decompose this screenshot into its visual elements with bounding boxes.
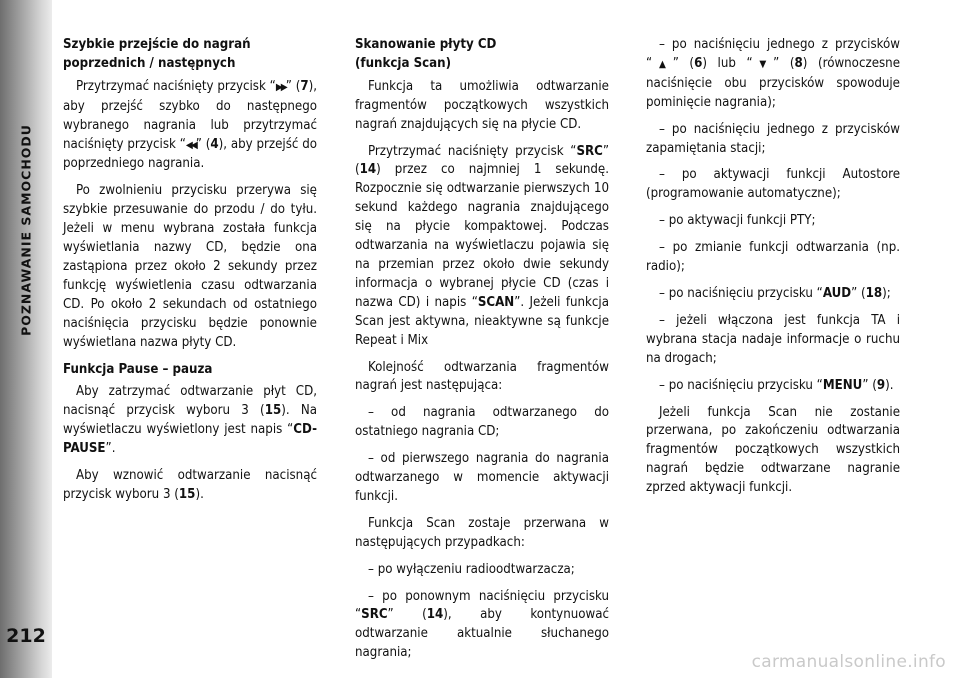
paragraph: Aby zatrzymać odtwarzanie płyt CD, nacisnąć przycisk wyboru 3 (15). Na wyświetlaczu wyświetlony jest napis “CD-PAUSE”. — [63, 384, 317, 457]
paragraph: Przytrzymać naciśnięty przycisk “SRC” (14) przez co najmniej 1 sekundę. Rozpocznie się odtwarzanie pierwszych 10 sekund każdego nagrania znajdującego się na płycie kompaktowej. Podczas odtwarzania na wyświetlaczu pojawia się na przemian przez około dwie sekundy informacja o wybranej płycie CD (czas i nazwa CD) i napis “SCAN”. Jeżeli funkcja Scan jest aktywna, nieaktywne są funkcje Repeat i Mix — [355, 143, 609, 348]
watermark: carmanualsonline.info — [751, 652, 946, 672]
heading-line: poprzednich / następnych — [63, 55, 236, 71]
paragraph: Funkcja Scan zostaje przerwana w następujących przypadkach: — [355, 515, 609, 550]
list-item: – po aktywacji funkcji PTY; — [659, 213, 816, 229]
heading-line: Skanowanie płyty CD — [355, 37, 497, 52]
column-2 — [355, 36, 609, 671]
heading-scan — [355, 36, 609, 74]
column-3 — [646, 36, 900, 506]
paragraph: Po zwolnieniu przycisku przerywa się szybkie przesuwanie do przodu / do tyłu. Jeżeli w menu wybrana została funkcja wyświetlania nazwy CD, będzie ona zastąpiona przez około 2 sekundy przez funkcję wyświetlenia czasu odtwarzania CD. Po około 2 sekundach od ostatniego naciśnięcia przycisku będzie ponownie wyświetlana nazwa płyty CD. — [63, 183, 317, 350]
list-item: – od nagrania odtwarzanego do ostatniego nagrania CD; — [355, 405, 609, 440]
list-item: – po naciśnięciu jednego z przycisków zapamiętania stacji; — [646, 121, 900, 156]
list-item: – po naciśnięciu przycisku “AUD” (18); — [659, 285, 891, 301]
fast-forward-icon: ▶▶ — [275, 81, 286, 93]
list-item: – po wyłączeniu radioodtwarzacza; — [368, 561, 575, 577]
heading-line: Szybkie przejście do nagrań — [63, 37, 251, 52]
paragraph: Funkcja ta umożliwia odtwarzanie fragmentów początkowych wszystkich nagrań znajdujących się na płycie CD. — [355, 78, 609, 132]
list-item: – po aktywacji funkcji Autostore (programowanie automatyczne); — [646, 167, 900, 202]
column-1 — [63, 36, 317, 513]
arrow-down-icon: ▼ — [752, 58, 774, 70]
list-item: – od pierwszego nagrania do nagrania odtwarzanego w momencie aktywacji funkcji. — [355, 451, 609, 504]
paragraph: Przytrzymać naciśnięty przycisk “▶▶” (7), aby przejść szybko do następnego wybranego nagrania lub przytrzymać naciśnięty przycisk “◀◀” (4), aby przejść do poprzedniego nagrania. — [63, 78, 317, 172]
paragraph: Kolejność odtwarzania fragmentów nagrań jest następująca: — [355, 359, 609, 394]
list-item: – jeżeli włączona jest funkcja TA i wybrana stacja nadaje informacje o ruchu na drogach; — [646, 312, 900, 366]
section-title — [0, 30, 52, 430]
list-item: – po zmianie funkcji odtwarzania (np. radio); — [646, 240, 900, 275]
side-tab — [0, 0, 52, 678]
rewind-icon: ◀◀ — [185, 139, 196, 151]
page-number: 212 — [6, 625, 46, 647]
list-item: – po naciśnięciu jednego z przycisków “▲” (6) lub “▼” (8) (równoczesne naciśnięcie obu przycisków spowoduje pominięcie nagrania); — [646, 37, 900, 110]
heading-pause: Funkcja Pause – pauza — [63, 361, 213, 377]
heading-line: (funkcja Scan) — [355, 55, 452, 71]
list-item: – po ponownym naciśnięciu przycisku “SRC” (14), aby kontynuować odtwarzanie aktualnie słuchanego nagrania; — [355, 588, 609, 661]
paragraph: Jeżeli funkcja Scan nie zostanie przerwana, po zakończeniu odtwarzania fragmentów początkowych wszystkich nagrań będzie odtwarzane nagranie zprzed aktywacji funkcji. — [646, 404, 900, 496]
heading-fast-skip — [63, 36, 317, 74]
section-title-text: POZNAWANIE SAMOCHODU — [18, 124, 34, 336]
list-item: – po naciśnięciu przycisku “MENU” (9). — [659, 377, 894, 393]
paragraph: Aby wznowić odtwarzanie nacisnąć przycisk wyboru 3 (15). — [63, 468, 317, 502]
arrow-up-icon: ▲ — [652, 58, 673, 70]
